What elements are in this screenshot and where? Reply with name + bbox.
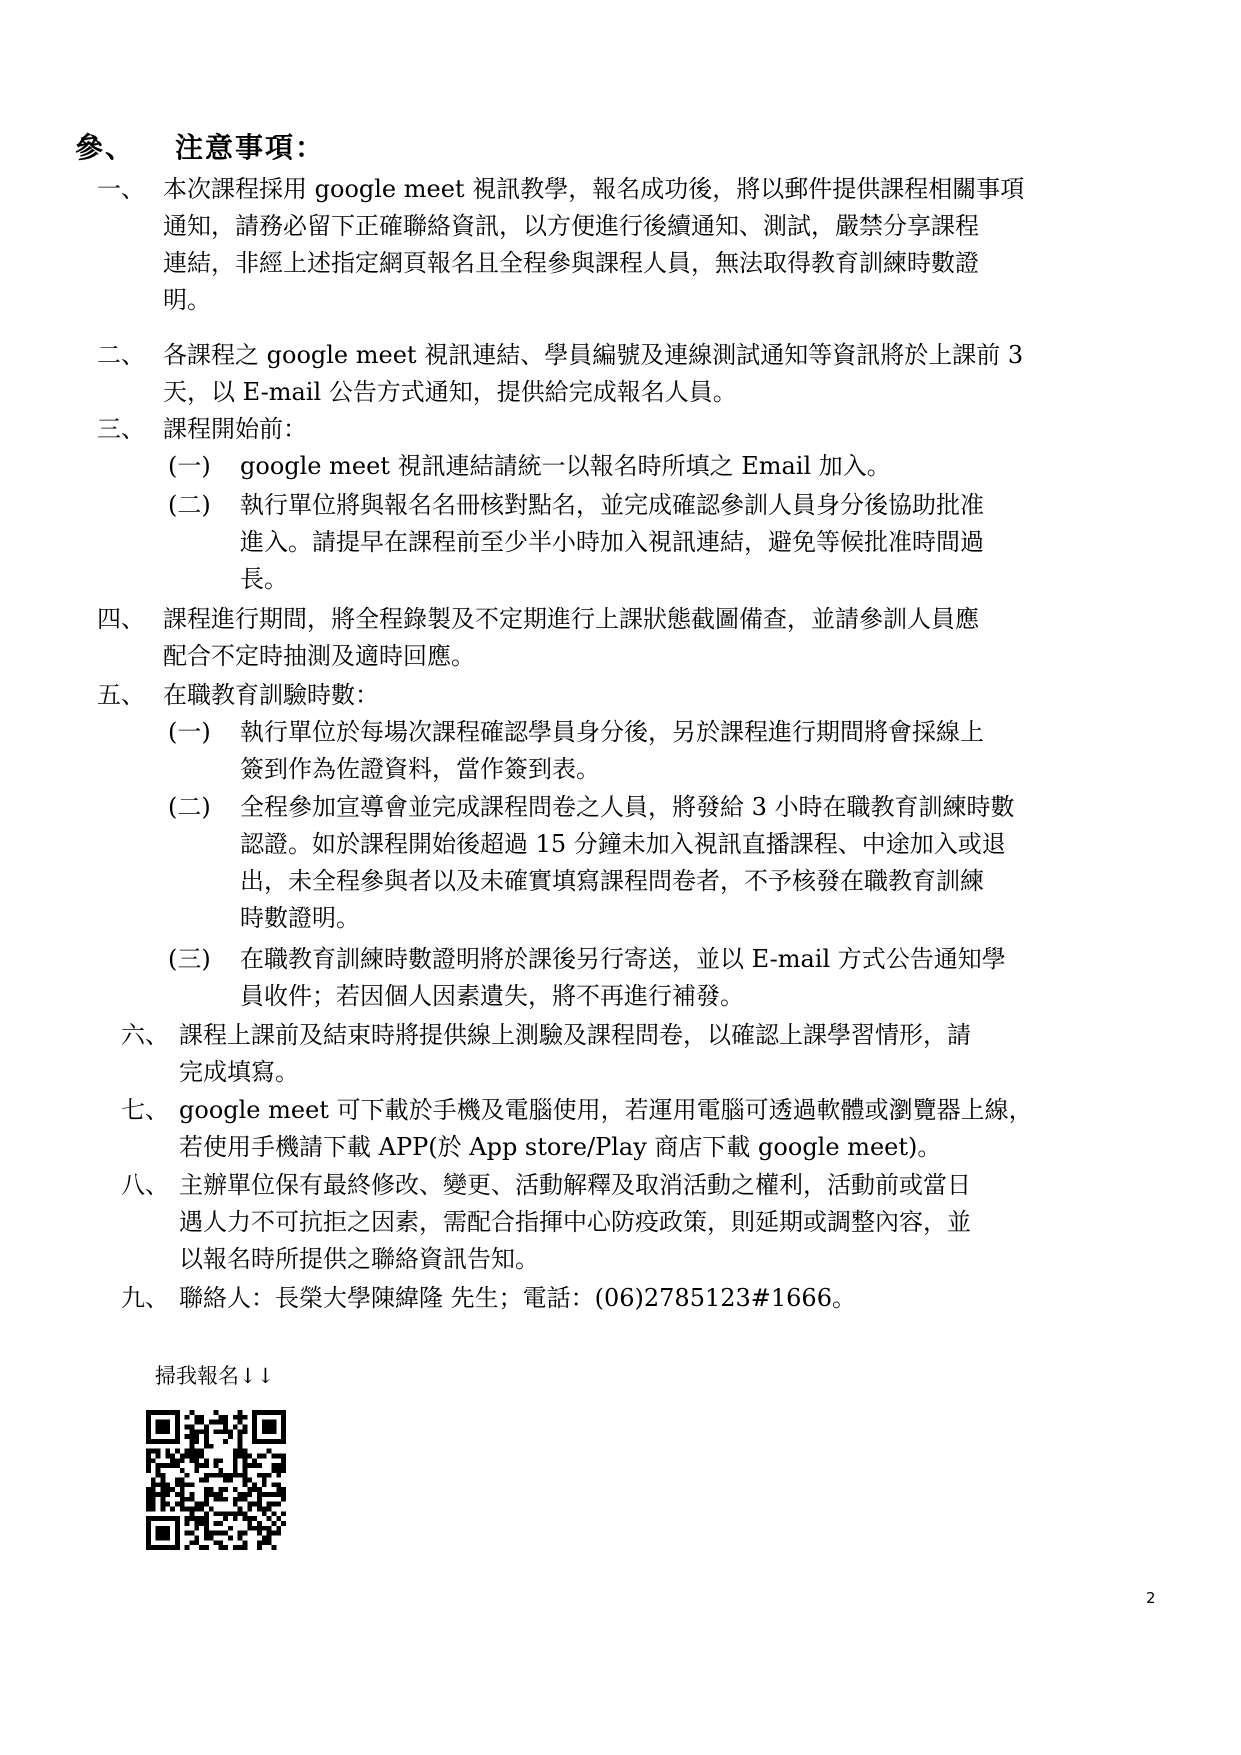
item-line: 課程進行期間，將全程錄製及不定期進行上課狀態截圖備查，並請參訓人員應 bbox=[163, 605, 979, 633]
notice-item-4 bbox=[97, 601, 979, 675]
item-line: 明。 bbox=[163, 286, 211, 314]
item-marker: 三、 bbox=[97, 415, 145, 443]
subitem-5-3 bbox=[168, 941, 1006, 1015]
item-line: 若使用手機請下載 APP(於 App store/Play 商店下載 google meet)。 bbox=[179, 1133, 942, 1161]
section-title: 注意事項： bbox=[175, 131, 326, 164]
subitem-marker: (一) bbox=[168, 452, 211, 480]
item-line: 課程開始前： bbox=[163, 415, 307, 443]
subitem-line: 全程參加宣導會並完成課程問卷之人員，將發給 3 小時在職教育訓練時數 bbox=[240, 793, 1015, 821]
subitem-line: 執行單位將與報名名冊核對點名，並完成確認參訓人員身分後協助批准 bbox=[240, 491, 984, 519]
subitem-line: 簽到作為佐證資料，當作簽到表。 bbox=[240, 755, 600, 783]
item-line: 遇人力不可抗拒之因素，需配合指揮中心防疫政策，則延期或調整內容，並 bbox=[179, 1208, 971, 1236]
notice-item-5 bbox=[97, 677, 379, 714]
item-marker: 六、 bbox=[121, 1021, 169, 1049]
notice-item-7 bbox=[121, 1092, 1033, 1166]
item-marker: 五、 bbox=[97, 681, 145, 709]
item-line: 完成填寫。 bbox=[179, 1058, 299, 1086]
item-line: 通知，請務必留下正確聯絡資訊，以方便進行後續通知、測試，嚴禁分享課程 bbox=[163, 212, 979, 240]
item-line: 連結，非經上述指定網頁報名且全程參與課程人員，無法取得教育訓練時數證 bbox=[163, 249, 979, 277]
scan-to-register-label: 掃我報名↓↓ bbox=[155, 1364, 275, 1388]
notice-item-3 bbox=[97, 411, 307, 448]
item-marker: 二、 bbox=[97, 341, 145, 369]
subitem-marker: (二) bbox=[168, 491, 211, 519]
item-line: 各課程之 google meet 視訊連結、學員編號及連線測試通知等資訊將於上課前 3 bbox=[163, 341, 1024, 369]
subitem-3-1 bbox=[168, 448, 891, 485]
item-line: 聯絡人：長榮大學陳緯隆 先生；電話：(06)2785123#1666。 bbox=[179, 1284, 856, 1312]
item-line: 在職教育訓驗時數： bbox=[163, 681, 379, 709]
item-marker: 九、 bbox=[121, 1284, 169, 1312]
item-line: 本次課程採用 google meet 視訊教學，報名成功後，將以郵件提供課程相關事項 bbox=[163, 175, 1025, 203]
subitem-line: 執行單位於每場次課程確認學員身分後，另於課程進行期間將會採線上 bbox=[240, 718, 984, 746]
subitem-line: 在職教育訓練時數證明將於課後另行寄送，並以 E-mail 方式公告通知學 bbox=[240, 945, 1006, 973]
subitem-line: 長。 bbox=[240, 565, 288, 593]
item-line: 主辦單位保有最終修改、變更、活動解釋及取消活動之權利，活動前或當日 bbox=[179, 1171, 971, 1199]
item-line: 配合不定時抽測及適時回應。 bbox=[163, 642, 475, 670]
subitem-line: 認證。如於課程開始後超過 15 分鐘未加入視訊直播課程、中途加入或退 bbox=[240, 830, 1006, 858]
notice-item-1 bbox=[97, 171, 1024, 319]
notice-item-2 bbox=[97, 337, 1023, 411]
page-number: 2 bbox=[1146, 1589, 1156, 1607]
item-line: 天，以 E-mail 公告方式通知，提供給完成報名人員。 bbox=[163, 378, 737, 406]
subitem-line: 進入。請提早在課程前至少半小時加入視訊連結，避免等候批准時間過 bbox=[240, 528, 984, 556]
item-line: 以報名時所提供之聯絡資訊告知。 bbox=[179, 1245, 539, 1273]
notice-item-9 bbox=[121, 1280, 856, 1317]
item-line: google meet 可下載於手機及電腦使用，若運用電腦可透過軟體或瀏覽器上線， bbox=[179, 1096, 1033, 1124]
item-marker: 七、 bbox=[121, 1096, 169, 1124]
item-marker: 一、 bbox=[97, 175, 145, 203]
section-number: 參、 bbox=[75, 131, 136, 164]
qr-code-graphic bbox=[146, 1410, 286, 1550]
item-marker: 八、 bbox=[121, 1171, 169, 1199]
item-marker: 四、 bbox=[97, 605, 145, 633]
section-heading bbox=[75, 126, 325, 166]
subitem-line: 時數證明。 bbox=[240, 904, 360, 932]
subitem-marker: (二) bbox=[168, 793, 211, 821]
subitem-5-1 bbox=[168, 714, 984, 788]
item-line: 課程上課前及結束時將提供線上測驗及課程問卷，以確認上課學習情形，請 bbox=[179, 1021, 971, 1049]
subitem-line: google meet 視訊連結請統一以報名時所填之 Email 加入。 bbox=[240, 452, 891, 480]
subitem-marker: (三) bbox=[168, 945, 211, 973]
subitem-3-2 bbox=[168, 487, 984, 598]
subitem-line: 出，未全程參與者以及未確實填寫課程問卷者，不予核發在職教育訓練 bbox=[240, 867, 984, 895]
subitem-5-2 bbox=[168, 789, 1015, 937]
notice-item-8 bbox=[121, 1167, 971, 1278]
notice-item-6 bbox=[121, 1017, 971, 1091]
subitem-marker: (一) bbox=[168, 718, 211, 746]
subitem-line: 員收件；若因個人因素遺失，將不再進行補發。 bbox=[240, 982, 744, 1010]
qr-code-icon[interactable] bbox=[146, 1410, 286, 1550]
